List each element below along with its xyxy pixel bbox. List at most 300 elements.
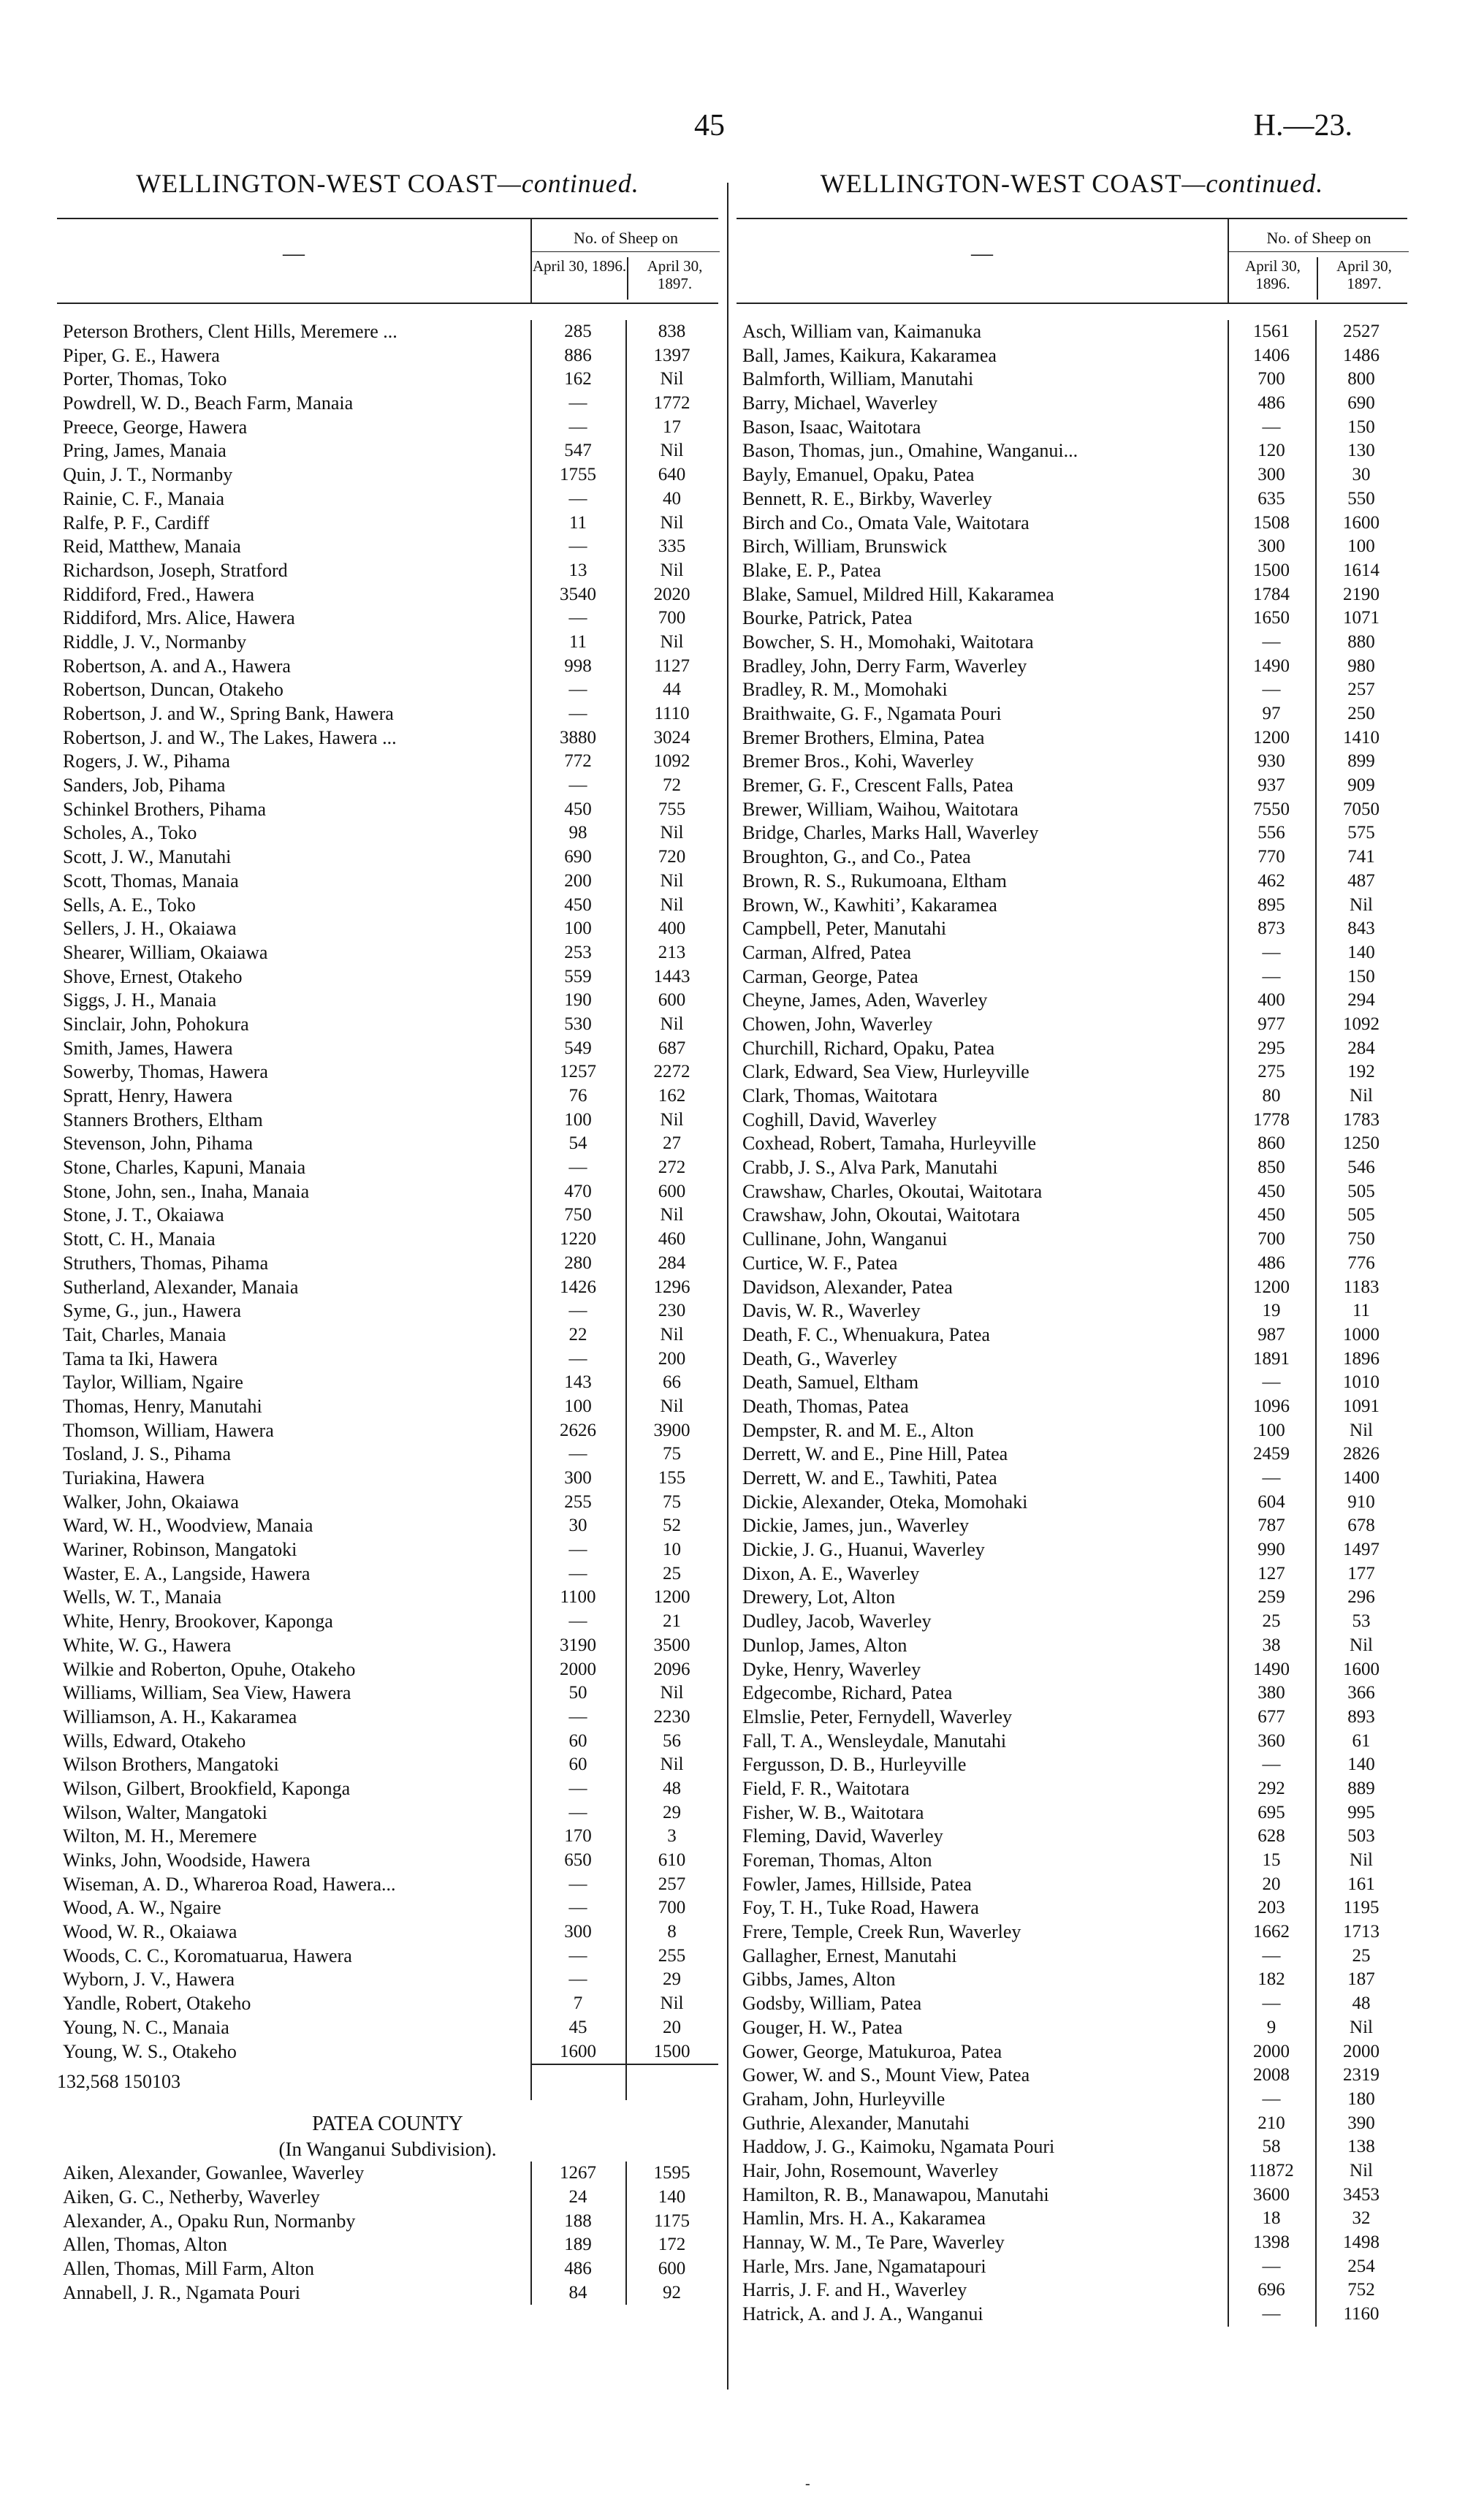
sheep-1897: 1497 [1343,1540,1380,1560]
sheep-1896: — [1262,1468,1281,1488]
owner-name: Tait, Charles, Manaia [63,1323,227,1345]
owner-name: Powdrell, W. D., Beach Farm, Manaia [63,392,354,414]
sheep-1896: 300 [1257,536,1285,557]
sheep-1897: 7050 [1343,799,1380,819]
sheep-1896: 100 [564,1396,592,1416]
sheep-1897: 257 [1347,680,1375,700]
table-row [737,1060,1407,1084]
owner-name: Foreman, Thomas, Alton [742,1849,932,1871]
table-row [737,941,1407,965]
owner-name: Bremer, G. F., Crescent Falls, Patea [742,775,1013,797]
owner-name: Turiakina, Hawera [63,1467,205,1489]
owner-name: Wyborn, J. V., Hawera [63,1969,235,1991]
table-row [737,1037,1407,1061]
sheep-1896: — [568,704,587,723]
sheep-1896: — [1262,417,1281,437]
sheep-1897: 25 [663,1563,681,1584]
sheep-1897: 130 [1347,441,1375,461]
owner-name: Broughton, G., and Co., Patea [742,846,971,868]
table-row [737,1944,1407,1969]
sheep-1896: 677 [1257,1706,1285,1727]
sheep-1897: 230 [658,1301,686,1321]
table-row [57,487,718,512]
table-row [57,2210,718,2234]
sheep-1896: 1200 [1253,727,1290,748]
sheep-1896: 7550 [1253,799,1290,819]
table-row [737,631,1407,655]
sheep-1897: 32 [1352,2208,1371,2229]
sheep-1897: 296 [1347,1587,1375,1608]
sheep-1897: 1296 [653,1277,690,1297]
table-row [737,894,1407,918]
sheep-1896: — [568,1945,587,1966]
table-row [57,1753,718,1777]
owner-name: Brown, W., Kawhitiʼ, Kakaramea [742,894,997,916]
table-row [737,1538,1407,1562]
sheep-1897: 575 [1347,823,1375,843]
table-row [737,392,1407,416]
name-column-header: — [971,241,993,265]
table-row [737,702,1407,726]
table-row [57,821,718,845]
owner-name: Thomas, Henry, Manutahi [63,1395,262,1417]
table-row [737,1109,1407,1133]
right-column [737,168,1407,2327]
sheep-1896: — [568,1157,587,1178]
owner-name: Thomson, William, Hawera [63,1419,274,1441]
table-row [737,1514,1407,1538]
sheep-1896: — [1262,1754,1281,1775]
owner-name: Crawshaw, John, Okoutai, Waitotara [742,1204,1020,1226]
sheep-1897: 1092 [1343,1014,1380,1034]
table-row [737,1777,1407,1801]
owner-name: Scholes, A., Toko [63,822,197,844]
owner-name: White, Henry, Brookover, Kaponga [63,1611,333,1632]
owner-name: Bayly, Emanuel, Opaku, Patea [742,464,975,486]
sheep-1897: Nil [660,441,684,461]
table-row [57,894,718,918]
owner-name: Hamlin, Mrs. H. A., Kakaramea [742,2208,986,2229]
table-row [57,392,718,416]
table-row [737,2135,1407,2159]
sheep-1897: 10 [663,1540,681,1560]
owner-name: Braithwaite, G. F., Ngamata Pouri [742,703,1002,724]
sheep-1896: 556 [1257,823,1285,843]
sheep-1897: 138 [1347,2137,1375,2157]
table-row [737,1323,1407,1347]
table-row [57,1132,718,1156]
sheep-1896: 770 [1257,847,1285,867]
sheep-count-header [530,219,720,303]
sheep-1896: 1257 [560,1062,596,1082]
sheep-1897: Nil [1350,1086,1373,1106]
table-row [737,1873,1407,1897]
sheep-1897: 52 [663,1516,681,1536]
title-text: WELLINGTON-WEST COAST [820,169,1182,198]
table-row [737,1156,1407,1180]
table-row [57,535,718,559]
table-row [737,2159,1407,2183]
sheep-1897: 1772 [653,393,690,414]
table-row [57,1896,718,1920]
table-row [57,655,718,679]
owner-name: Davidson, Alexander, Patea [742,1276,953,1298]
left-column-title [57,168,718,205]
title-text: WELLINGTON-WEST COAST [136,169,498,198]
column-rule [1315,320,1317,2327]
sheep-1897: 1600 [1343,512,1380,533]
owner-name: Bason, Isaac, Waitotara [742,416,921,438]
sheep-1897: Nil [1350,2017,1373,2037]
owner-name: Dyke, Henry, Waverley [742,1658,921,1680]
sheep-1896: 787 [1257,1516,1285,1536]
table-row [57,1228,718,1252]
sheep-1896: 54 [568,1133,587,1154]
owner-name: Young, N. C., Manaia [63,2016,229,2038]
table-row [737,512,1407,536]
sheep-1896: — [1262,1993,1281,2014]
sheep-1897: Nil [1350,2160,1373,2181]
owner-name: Bourke, Patrick, Patea [742,607,913,629]
right-table-body [737,320,1407,2327]
table-row [737,2088,1407,2112]
sheep-1896: 1096 [1253,1396,1290,1416]
sheep-1896: — [568,1611,587,1632]
sheep-1897: 3500 [653,1635,690,1655]
owner-name: Rainie, C. F., Manaia [63,487,225,509]
owner-name: Clark, Thomas, Waitotara [742,1085,937,1106]
owner-name: Fergusson, D. B., Hurleyville [742,1754,967,1776]
sheep-1897: 2319 [1343,2065,1380,2086]
sheep-1897: 687 [658,1038,686,1058]
table-row [57,1252,718,1276]
sheep-1896: 1650 [1253,608,1290,628]
sheep-count-header [1228,219,1409,303]
sheep-1896: 750 [564,1205,592,1225]
sheep-1897: 17 [663,417,681,437]
title-suffix: —continued. [1182,169,1324,198]
table-row [737,1681,1407,1706]
sheep-1896: 1778 [1253,1109,1290,1130]
sheep-1897: 177 [1347,1563,1375,1584]
owner-name: Waster, E. A., Langside, Hawera [63,1562,311,1584]
table-header [737,218,1407,304]
sheep-1897: 162 [658,1086,686,1106]
table-row [737,1084,1407,1109]
sheep-1896: 486 [564,2258,592,2278]
sheep-1897: 1092 [653,751,690,772]
table-row [737,535,1407,559]
sheep-1897: 1500 [653,2041,690,2061]
county-subheading: (In Wanganui Subdivision). [278,2138,497,2161]
sheep-1896: 9 [1266,2017,1276,2037]
table-row [737,2112,1407,2136]
sheep-1897: 752 [1347,2280,1375,2300]
sheep-1896: 930 [1257,751,1285,772]
sheep-1897: 75 [663,1491,681,1512]
sheep-1897: 11 [1352,1301,1371,1321]
sheep-1897: 1127 [653,655,690,676]
table-row [737,1730,1407,1754]
owner-name: Churchill, Richard, Opaku, Patea [742,1037,995,1059]
sheep-1896: 1220 [560,1229,596,1250]
owner-name: Shearer, William, Okaiawa [63,941,268,963]
owner-name: Carman, George, Patea [742,965,918,987]
owner-name: Fisher, W. B., Waitotara [742,1801,924,1823]
sheep-1896: — [1262,1945,1281,1966]
sheep-1897: 2230 [653,1706,690,1727]
owner-name: Carman, Alfred, Patea [742,941,912,963]
table-row [737,1753,1407,1777]
table-row [57,1204,718,1228]
sheep-1897: 503 [1347,1826,1375,1847]
sheep-1896: 295 [1257,1038,1285,1058]
table-row [737,1801,1407,1825]
owner-name: Chowen, John, Waverley [742,1013,933,1035]
owner-name: Gower, George, Matukuroa, Patea [742,2040,1002,2062]
owner-name: Yandle, Robert, Otakeho [63,1993,251,2015]
owner-name: Bremer Bros., Kohi, Waverley [742,750,974,772]
owner-name: Riddle, J. V., Normanby [63,631,247,653]
sheep-1897: 140 [1347,942,1375,962]
sheep-1896: 1508 [1253,512,1290,533]
sheep-1896: 275 [1257,1062,1285,1082]
sheep-1896: — [1262,631,1281,652]
sheep-1897: 995 [1347,1802,1375,1822]
owner-name: Campbell, Peter, Manutahi [742,918,947,940]
table-row [57,774,718,798]
table-row [57,750,718,774]
sheep-1896: 547 [564,441,592,461]
owner-name: Crawshaw, Charles, Okoutai, Waitotara [742,1180,1043,1202]
sheep-1897: 2527 [1343,322,1380,341]
sheep-1897: 690 [1347,393,1375,414]
table-row [57,1658,718,1682]
sheep-1897: Nil [1350,1635,1373,1655]
table-row [57,1992,718,2016]
owner-name: Curtice, W. F., Patea [742,1252,898,1274]
table-row [57,1586,718,1610]
sheep-1897: Nil [660,512,684,533]
table-row [57,1323,718,1347]
table-row [737,1491,1407,1515]
sheep-1897: 1091 [1343,1396,1380,1416]
sheep-1896: 38 [1262,1635,1281,1655]
sheep-1896: 11 [568,512,587,533]
sheep-1896: 987 [1257,1324,1285,1345]
sheep-1897: 838 [658,322,686,341]
sheep-1896: — [1262,680,1281,700]
sheep-1897: 600 [658,990,686,1011]
sheep-1897: 505 [1347,1205,1375,1225]
sheep-1896: 530 [564,1014,592,1034]
sheep-1897: 257 [658,1874,686,1894]
owner-name: Sinclair, John, Pohokura [63,1013,249,1035]
county-heading: PATEA COUNTY [312,2113,463,2136]
owner-name: Frere, Temple, Creek Run, Waverley [742,1921,1021,1943]
owner-name: Dixon, A. E., Waverley [742,1562,920,1584]
sheep-1896: 360 [1257,1730,1285,1751]
sheep-1896: 700 [1257,1229,1285,1250]
table-header [57,218,718,304]
sheep-1897: 335 [658,536,686,557]
owner-name: Robertson, Duncan, Otakeho [63,679,284,701]
sheep-1897: Nil [660,369,684,389]
table-row [57,678,718,702]
owner-name: Dunlop, James, Alton [742,1634,907,1656]
table-row [57,1968,718,1992]
sheep-1896: 1561 [1253,322,1290,341]
owner-name: Walker, John, Okaiawa [63,1491,239,1513]
owner-name: Balmforth, William, Manutahi [742,368,974,390]
table-row [737,1610,1407,1634]
sheep-1897: 1071 [1343,608,1380,628]
sheep-1896: 300 [564,1922,592,1942]
sheep-1897: 200 [658,1348,686,1369]
sheep-1896: 24 [568,2186,587,2207]
owner-name: Godsby, William, Patea [742,1993,922,2015]
sheep-1897: 400 [658,919,686,939]
owner-name: Wilson, Walter, Mangatoki [63,1801,267,1823]
sheep-1897: 56 [663,1730,681,1751]
sheep-1897: 843 [1347,919,1375,939]
sheep-1896: 850 [1257,1157,1285,1178]
owner-name: Porter, Thomas, Toko [63,368,227,390]
sheep-1896: 486 [1257,393,1285,414]
sheep-1896: 400 [1257,990,1285,1011]
owner-name: Hair, John, Rosemount, Waverley [742,2159,999,2181]
owner-name: Hamilton, R. B., Manawapou, Manutahi [742,2183,1049,2205]
owner-name: Gallagher, Ernest, Manutahi [742,1944,957,1966]
sheep-1897: 505 [1347,1181,1375,1201]
owner-name: Foy, T. H., Tuke Road, Hawera [742,1897,979,1919]
table-row [737,678,1407,702]
sheep-1896: 860 [1257,1133,1285,1154]
owner-name: Blake, E. P., Patea [742,559,881,581]
sheep-1896: — [568,775,587,796]
table-row [57,1299,718,1323]
table-row [737,607,1407,631]
owner-name: Smith, James, Hawera [63,1037,233,1059]
owner-name: Graham, John, Hurleyville [742,2088,945,2110]
owner-name: Dickie, Alexander, Oteka, Momohaki [742,1491,1028,1513]
sheep-1897: 294 [1347,990,1375,1011]
sheep-1897: 2020 [653,584,690,604]
table-row [737,2040,1407,2064]
sheep-1896: — [568,1706,587,1727]
left-table-body [57,320,718,2064]
sheep-1897: 741 [1347,847,1375,867]
sheep-1896: 450 [564,894,592,915]
table-row [737,1180,1407,1204]
owner-name: Ward, W. H., Woodview, Manaia [63,1515,313,1537]
sheep-1896: 450 [1257,1181,1285,1201]
sheep-1896: 182 [1257,1969,1285,1990]
column-rule [625,2162,627,2305]
group-label: No. of Sheep on [532,225,720,252]
table-row [737,2278,1407,2303]
sheep-1897: 1410 [1343,727,1380,748]
owner-name: Spratt, Henry, Hawera [63,1085,233,1106]
sheep-1897: 29 [663,1802,681,1822]
owner-name: Bradley, R. M., Momohaki [742,679,948,701]
sheep-1896: 470 [564,1181,592,1201]
sheep-1897: 25 [1352,1945,1371,1966]
page-number: 45 [694,109,725,142]
owner-name: Dudley, Jacob, Waverley [742,1611,932,1632]
sheep-1897: Nil [660,1205,684,1225]
sheep-1896: 7 [573,1993,583,2014]
sheep-1897: 899 [1347,751,1375,772]
owner-name: Stanners Brothers, Eltham [63,1109,263,1130]
owner-name: Birch and Co., Omata Vale, Waitotara [742,512,1030,533]
sheep-1896: — [1262,966,1281,986]
sheep-1896: 559 [564,966,592,986]
sheep-1897: 750 [1347,1229,1375,1250]
table-row [57,1109,718,1133]
owner-name: Struthers, Thomas, Pihama [63,1252,269,1274]
sheep-1897: 980 [1347,655,1375,676]
sheep-1897: 546 [1347,1157,1375,1178]
table-row [57,1777,718,1801]
sheep-1897: 3 [667,1826,677,1847]
owner-name: Wood, W. R., Okaiawa [63,1921,237,1943]
sheep-1896: 190 [564,990,592,1011]
sheep-1896: 1100 [560,1587,596,1608]
owner-name: Ralfe, P. F., Cardiff [63,512,210,533]
sheep-1897: 910 [1347,1491,1375,1512]
table-row [737,1706,1407,1730]
sheep-1897: 1896 [1343,1348,1380,1369]
owner-name: Elmslie, Peter, Fernydell, Waverley [742,1706,1012,1727]
sheep-1896: 3540 [560,584,596,604]
sheep-1897: Nil [660,631,684,652]
table-row [57,1037,718,1061]
sheep-1897: 460 [658,1229,686,1250]
owner-name: Stone, J. T., Okaiawa [63,1204,224,1226]
table-row [57,726,718,750]
table-row [57,512,718,536]
sheep-1896: 292 [1257,1778,1285,1798]
sheep-1897: 2000 [1343,2041,1380,2061]
owner-name: Annabell, J. R., Ngamata Pouri [63,2281,300,2303]
table-row [57,1084,718,1109]
sheep-1896: 2000 [560,1659,596,1679]
left-column [57,168,718,2305]
owner-name: Peterson Brothers, Clent Hills, Meremere ... [63,321,397,342]
owner-name: Bremer Brothers, Elmina, Patea [742,726,985,748]
sheep-1896: 462 [1257,870,1285,891]
table-row [57,463,718,487]
table-row [737,1442,1407,1467]
sheep-1897: 1183 [1343,1277,1380,1297]
sheep-1897: Nil [660,1109,684,1130]
sheep-1897: 1595 [653,2163,690,2183]
table-row [737,1634,1407,1658]
owner-name: Blake, Samuel, Mildred Hill, Kakaramea [742,583,1054,605]
table-row [737,1968,1407,1992]
sheep-1897: 100 [1347,536,1375,557]
sheep-1897: 40 [663,488,681,509]
table-row [737,1276,1407,1300]
sheep-1896: — [568,608,587,628]
owner-name: Brewer, William, Waihou, Waitotara [742,798,1019,820]
sheep-1896: 1500 [1253,560,1290,580]
owner-name: Robertson, J. and W., The Lakes, Hawera ... [63,726,397,748]
table-row [737,726,1407,750]
sheep-1896: 45 [568,2017,587,2037]
sheep-1896: 188 [564,2210,592,2231]
